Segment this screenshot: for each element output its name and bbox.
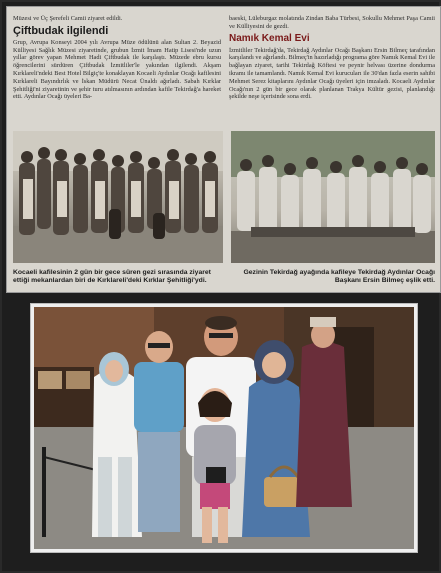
section-heading-ciftbudak: Çiftbudak ilgilendi	[13, 24, 109, 37]
group-photo-kirklar	[13, 131, 223, 263]
article-body-left: Grup, Avrupa Konseyi 2004 yılı Avrupa Müze ödülünü alan Sultan 2. Beyazid Külliyesi Sağlık Müzesi ziyaretinde, grubun İzmit İmam Hatip Lisesi'nde uzun yıllar görev yapan Mehmet Hadi Çiftbudak ile karşılaştı. Müzede ebru kursu öğrencilerini sürdüren Çiftbudak İzmitliler'le yakından ilgilendi. Akşam Kırklareli'ndeki Best Hotel Bilgiç'te konaklayan Kocaeli Aydınlar Ocağı kafilesini Kırklareli Bayındırlık ve İskan Müdürü Necat Ünaldı ağırladı. Sabah Kırklar Şehitliği'ni ziyaretinin ve şehir turu atılmasının ardından kafile Tekirdağ'a hareket etti. Aydınlar Ocağı üyeleri Ba-	[13, 38, 221, 101]
article-right-column	[229, 15, 435, 101]
family-photo	[34, 307, 414, 549]
group-photo-tekirdag	[231, 131, 435, 263]
article-body-right: İzmitliler Tekirdağ'da, Tekirdağ Aydınlar Ocağı Başkanı Ersin Bilmeç tarafından karşılandı ve ağırlandı. Bilmeç'in hazırladığı programa göre Namık Kemal Evi ile bağlayan ziyaret, tarihi Tekirdağ Köftesi ve peynir helvası üzerine dondurma ikramı ile tamamlandı. Namık Kemal Evi kurucuları ile 30'dan fazla eserin sahibi Mehmet Serez kitaplarını Aydınlar Ocağı üyeleri için imzaladı. Kocaeli Aydınlar Ocağı'nın 2 gün bir gece olarak planlanan Trakya Kültür gezisi, planlandığı şekilde neşe içerisinde sona erdi.	[229, 46, 435, 101]
intro-line: Müzesi ve Üç Şerefeli Camii ziyaret edildi.	[13, 15, 123, 22]
group-photo-kirklar-illustration	[13, 131, 223, 263]
intro-right: baeski, Lüleburgaz molatında Zindan Baba Türbesi, Sokullu Mehmet Paşa Camii ve Külliyesini de gezdi.	[229, 15, 435, 30]
caption-left: Kocaeli kafilesinin 2 gün bir gece süren gezi sırasında ziyaret ettiği mekanlardan biri de Kırklareli'deki Kırklar Şehitliği'ydi.	[13, 269, 211, 285]
scanned-page	[2, 2, 439, 571]
color-photo-frame	[30, 303, 418, 553]
newspaper-clipping	[6, 6, 441, 293]
article-left-column	[13, 15, 221, 101]
section-heading-namik-kemal: Namık Kemal Evi	[229, 32, 310, 44]
family-photo-illustration	[34, 307, 414, 549]
caption-right: Gezinin Tekirdağ ayağında kafileye Tekirdağ Aydınlar Ocağı Başkanı Ersin Bilmeç eşlik etti.	[243, 269, 435, 285]
group-photo-tekirdag-illustration	[231, 131, 435, 263]
